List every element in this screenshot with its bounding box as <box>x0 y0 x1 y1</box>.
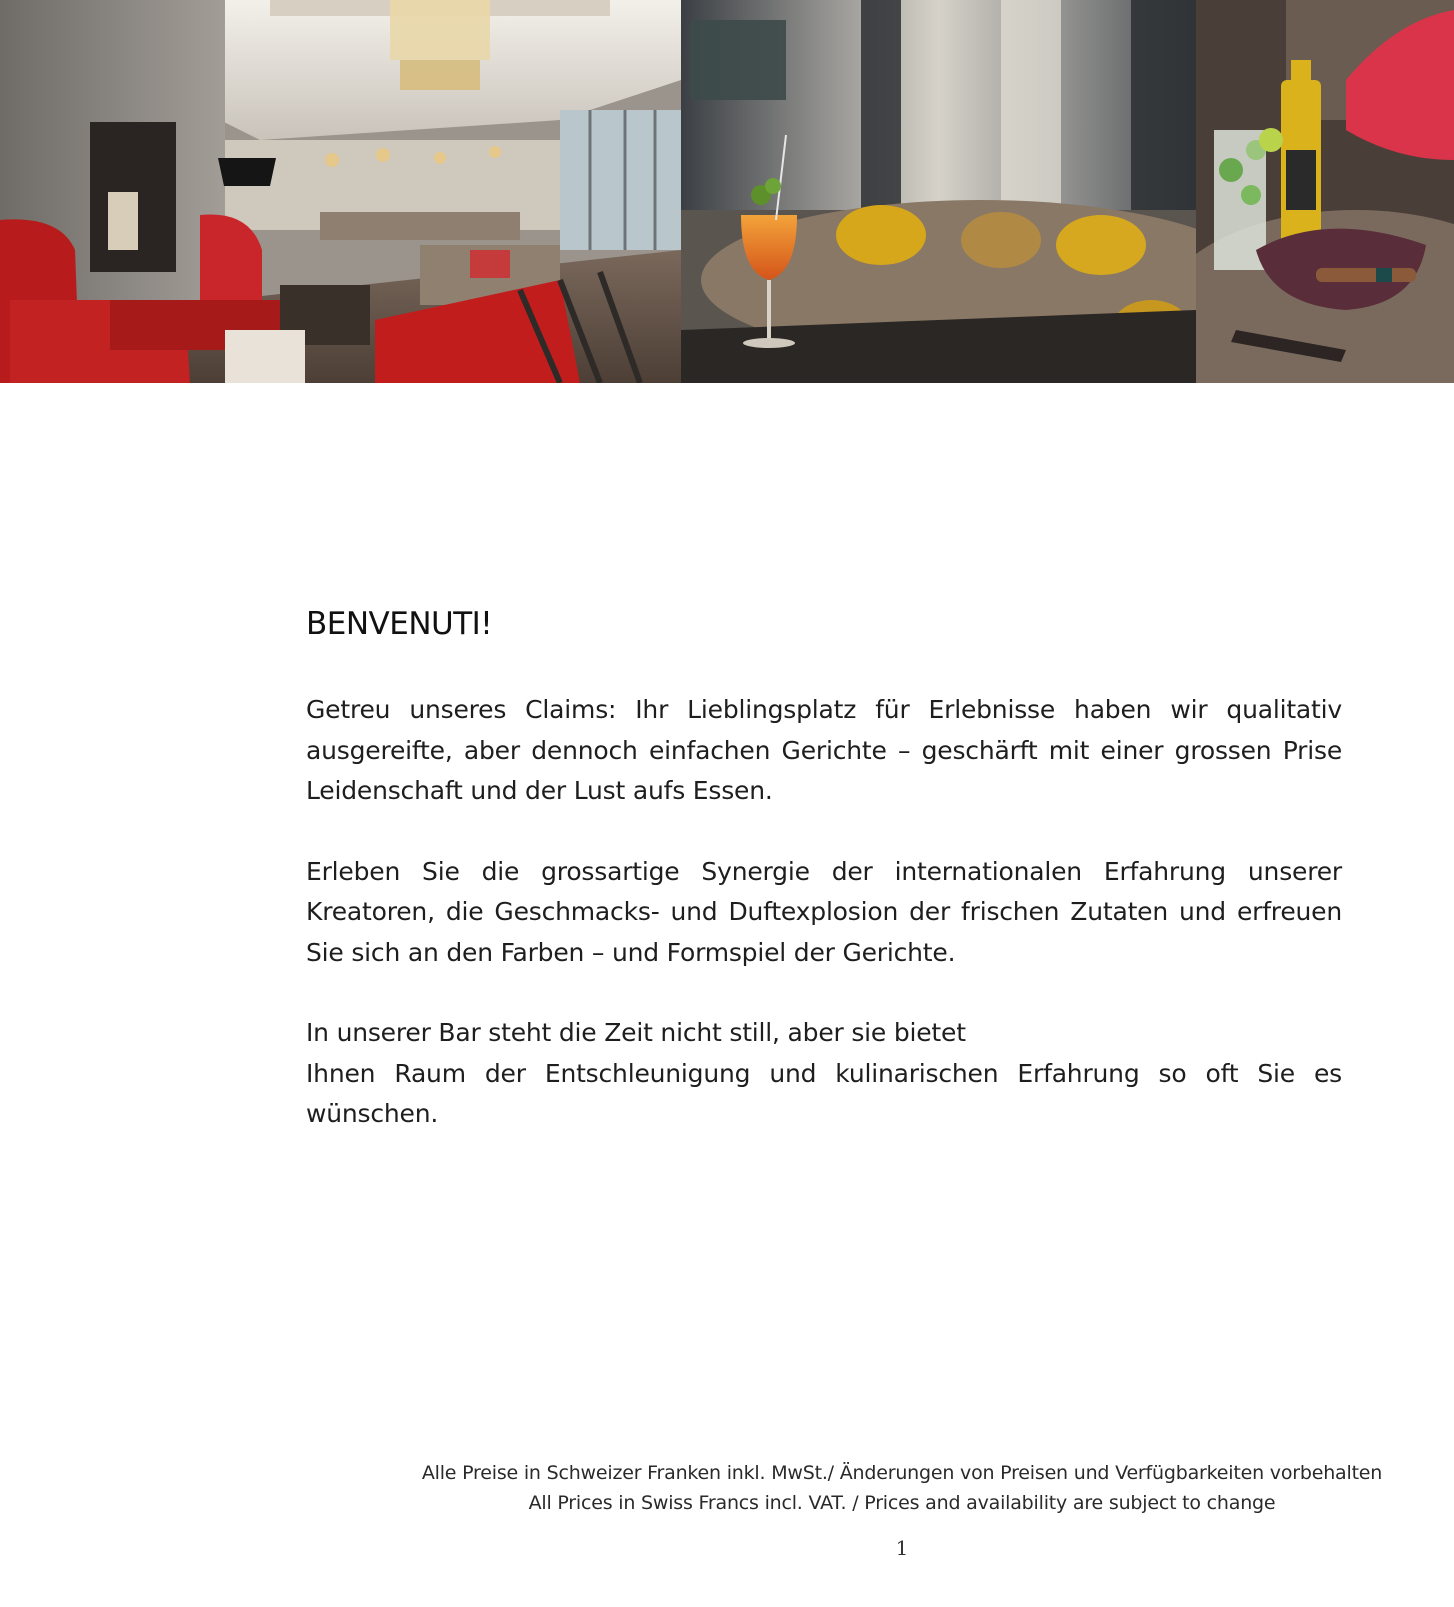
bar-paragraph-line-2: Ihnen Raum der Entschleunigung und kulinarischen Erfahrung so oft Sie es wünschen. <box>306 1058 1342 1128</box>
disclaimer-english: All Prices in Swiss Francs incl. VAT. / Prices and availability are subject to change <box>528 1492 1276 1514</box>
intro-paragraph: Getreu unseres Claims: Ihr Lieblingsplatz für Erlebnisse haben wir qualitativ ausgereifte, aber dennoch einfachen Gerichte – geschärft mit einer grossen Prise Leidenschaft und der Lust aufs Essen. <box>306 695 1342 805</box>
lounge-photo <box>0 0 681 383</box>
disclaimer-german: Alle Preise in Schweizer Franken inkl. MwSt./ Änderungen von Preisen und Verfügbarkeiten vorbehalten <box>421 1462 1383 1484</box>
page-number: 1 <box>895 1536 909 1560</box>
synergy-paragraph: Erleben Sie die grossartige Synergie der internationalen Erfahrung unserer Kreatoren, die Geschmacks- und Duftexplosion der frischen Zutaten und erfreuen Sie sich an den Farben – und Formspiel der Gerichte. <box>306 856 1342 967</box>
photo-strip <box>0 0 1454 383</box>
page-title: BENVENUTI! <box>306 606 493 642</box>
cocktail-photo <box>681 0 1196 383</box>
welcome-section <box>306 604 1342 1135</box>
bar-paragraph <box>306 1013 1342 1135</box>
bar-paragraph-line-1: In unserer Bar steht die Zeit nicht still, aber sie bietet <box>306 1018 966 1047</box>
price-disclaimer <box>0 1458 1454 1518</box>
cigar-photo <box>1196 0 1454 383</box>
